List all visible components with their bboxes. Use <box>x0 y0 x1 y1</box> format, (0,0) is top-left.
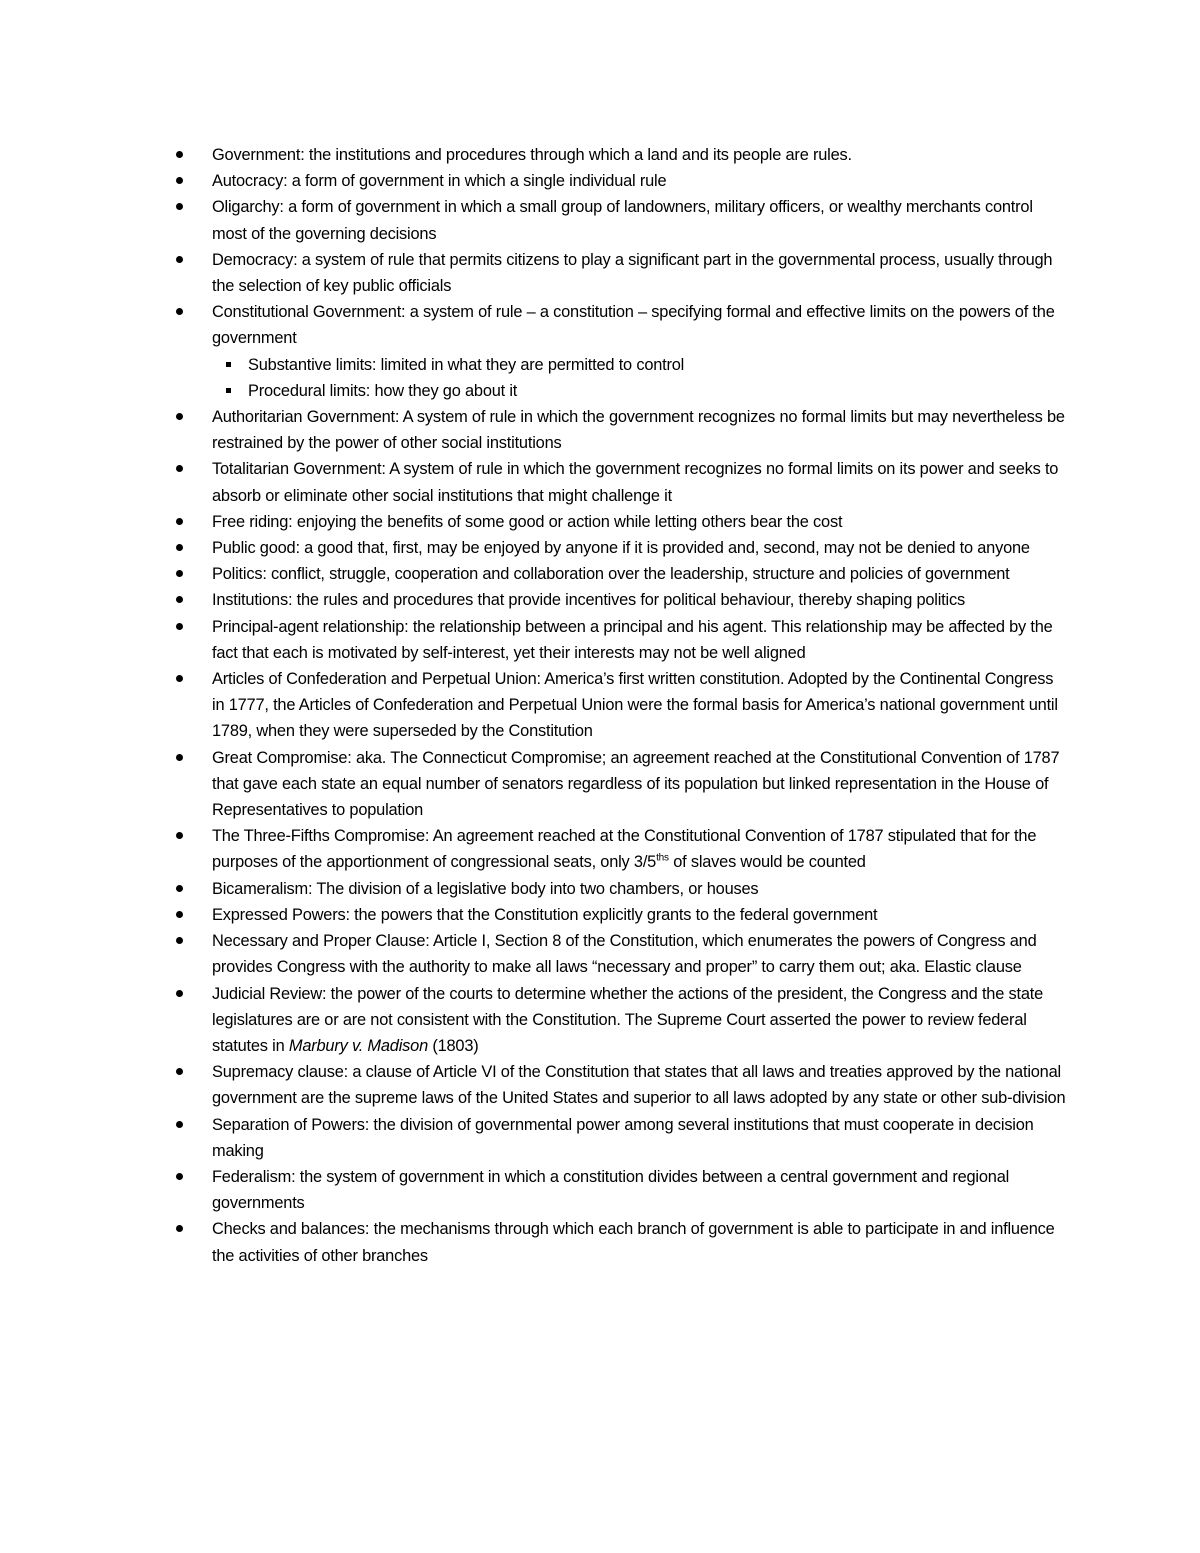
list-item-public-good <box>212 535 1068 561</box>
list-item-text: Necessary and Proper Clause: Article I, Section 8 of the Constitution, which enumerates the powers of Congress and provides Congress with the authority to make all laws “necessary and proper” to carry them out; aka. Elastic clause <box>212 932 1037 977</box>
list-item-text: Government: the institutions and procedures through which a land and its people are rules. <box>212 146 852 164</box>
list-item-judicial-review <box>212 981 1068 1060</box>
bullet-icon <box>176 151 183 158</box>
list-item-text: Federalism: the system of government in which a constitution divides between a central government and regional governments <box>212 1167 1010 1213</box>
list-item-text: Constitutional Government: a system of rule – a constitution – specifying formal and effective limits on the powers of the government <box>212 303 1055 348</box>
list-item-institutions <box>212 587 1068 613</box>
list-item-text: Checks and balances: the mechanisms through which each branch of government is able to participate in and influence the activities of other branches <box>212 1220 1055 1265</box>
list-item-separation-of-powers <box>212 1112 1068 1164</box>
bullet-icon <box>176 675 183 682</box>
list-item-government <box>212 142 1068 168</box>
bullet-icon <box>176 623 183 630</box>
bullet-icon <box>176 885 183 892</box>
bullet-icon <box>176 937 183 944</box>
list-item-autocracy <box>212 168 1068 194</box>
list-item-text: Separation of Powers: the division of governmental power among several institutions that must cooperate in decision making <box>212 1115 1034 1160</box>
list-item-text: Articles of Confederation and Perpetual Union: America’s first written constitution. Adopted by the Continental Congress in 1777, the Articles of Confederation and Perpetual Union were the formal basis for America’s national government until 1789, when they were superseded by the Constitution <box>212 670 1058 741</box>
square-bullet-icon <box>226 362 231 367</box>
list-item-text: Public good: a good that, first, may be enjoyed by anyone if it is provided and, second, may not be denied to anyone <box>212 539 1030 558</box>
glossary-list <box>212 142 1068 1269</box>
sub-list <box>212 352 1068 404</box>
case-name: Marbury v. Madison <box>288 1036 428 1055</box>
list-item-text: Judicial Review: the power of the courts to determine whether the actions of the president, the Congress and the state legislatures are or are not consistent with the Constitution. The Supreme Court asserted the power to review federal statutes in <box>212 984 1044 1055</box>
list-item-text-continued: of slaves would be counted <box>668 853 866 872</box>
list-item-text-continued: (1803) <box>427 1036 479 1055</box>
sub-item-procedural-limits <box>248 378 1068 404</box>
sub-item-text: Procedural limits: how they go about it <box>248 381 518 400</box>
superscript: ths <box>656 853 669 865</box>
bullet-icon <box>176 177 183 184</box>
list-item-great-compromise <box>212 745 1068 824</box>
list-item-text: Totalitarian Government: A system of rule in which the government recognizes no formal limits on its power and seeks to absorb or eliminate other social institutions that might challenge it <box>212 460 1059 505</box>
list-item-authoritarian-government <box>212 404 1068 456</box>
bullet-icon <box>176 256 183 263</box>
list-item-text: The Three-Fifths Compromise: An agreement reached at the Constitutional Convention of 1787 stipulated that for the purposes of the apportionment of congressional seats, only 3/5 <box>212 827 1037 872</box>
bullet-icon <box>176 203 183 210</box>
bullet-icon <box>176 990 183 997</box>
list-item-text: Autocracy: a form of government in which a single individual rule <box>212 172 667 191</box>
list-item-checks-and-balances <box>212 1216 1068 1268</box>
list-item-text: Politics: conflict, struggle, cooperation and collaboration over the leadership, structure and policies of government <box>212 565 1010 584</box>
bullet-icon <box>176 596 183 603</box>
list-item-text: Authoritarian Government: A system of rule in which the government recognizes no formal limits but may nevertheless be restrained by the power of other social institutions <box>212 408 1065 453</box>
list-item-three-fifths-compromise <box>212 823 1068 875</box>
bullet-icon <box>176 544 183 551</box>
sub-item-substantive-limits <box>248 352 1068 378</box>
list-item-principal-agent <box>212 614 1068 666</box>
bullet-icon <box>176 308 183 315</box>
bullet-icon <box>176 518 183 525</box>
list-item-oligarchy <box>212 194 1068 246</box>
square-bullet-icon <box>226 388 231 393</box>
list-item-text: Expressed Powers: the powers that the Constitution explicitly grants to the federal government <box>212 905 878 924</box>
list-item-text: Democracy: a system of rule that permits citizens to play a significant part in the governmental process, usually through the selection of key public officials <box>212 250 1053 296</box>
bullet-icon <box>176 832 183 839</box>
bullet-icon <box>176 1173 183 1180</box>
list-item-free-riding <box>212 509 1068 535</box>
bullet-icon <box>176 465 183 472</box>
list-item-expressed-powers <box>212 902 1068 928</box>
bullet-icon <box>176 1225 183 1232</box>
list-item-text: Supremacy clause: a clause of Article VI of the Constitution that states that all laws and treaties approved by the national government are the supreme laws of the United States and superior to all laws adopted by any state or other sub-division <box>212 1063 1066 1108</box>
bullet-icon <box>176 413 183 420</box>
list-item-necessary-and-proper-clause <box>212 928 1068 980</box>
bullet-icon <box>176 1121 183 1128</box>
bullet-icon <box>176 911 183 918</box>
list-item-text: Institutions: the rules and procedures that provide incentives for political behaviour, thereby shaping politics <box>212 591 965 610</box>
bullet-icon <box>176 754 183 761</box>
list-item-totalitarian-government <box>212 456 1068 508</box>
list-item-text: Free riding: enjoying the benefits of some good or action while letting others bear the cost <box>212 512 843 531</box>
bullet-icon <box>176 570 183 577</box>
list-item-bicameralism <box>212 876 1068 902</box>
list-item-text: Oligarchy: a form of government in which a small group of landowners, military officers, or wealthy merchants control most of the governing decisions <box>212 198 1033 243</box>
list-item-supremacy-clause <box>212 1059 1068 1111</box>
list-item-federalism <box>212 1164 1068 1216</box>
list-item-text: Bicameralism: The division of a legislative body into two chambers, or houses <box>212 879 759 898</box>
list-item-democracy <box>212 247 1068 299</box>
list-item-constitutional-government <box>212 299 1068 404</box>
sub-item-text: Substantive limits: limited in what they are permitted to control <box>248 355 685 374</box>
list-item-articles-of-confederation <box>212 666 1068 745</box>
list-item-text: Principal-agent relationship: the relationship between a principal and his agent. This relationship may be affected by the fact that each is motivated by self-interest, yet their interests may not be well aligned <box>212 617 1053 662</box>
list-item-politics <box>212 561 1068 587</box>
bullet-icon <box>176 1068 183 1075</box>
list-item-text: Great Compromise: aka. The Connecticut Compromise; an agreement reached at the Constitutional Convention of 1787 that gave each state an equal number of senators regardless of its population but linked representation in the House of Representatives to population <box>212 748 1060 820</box>
